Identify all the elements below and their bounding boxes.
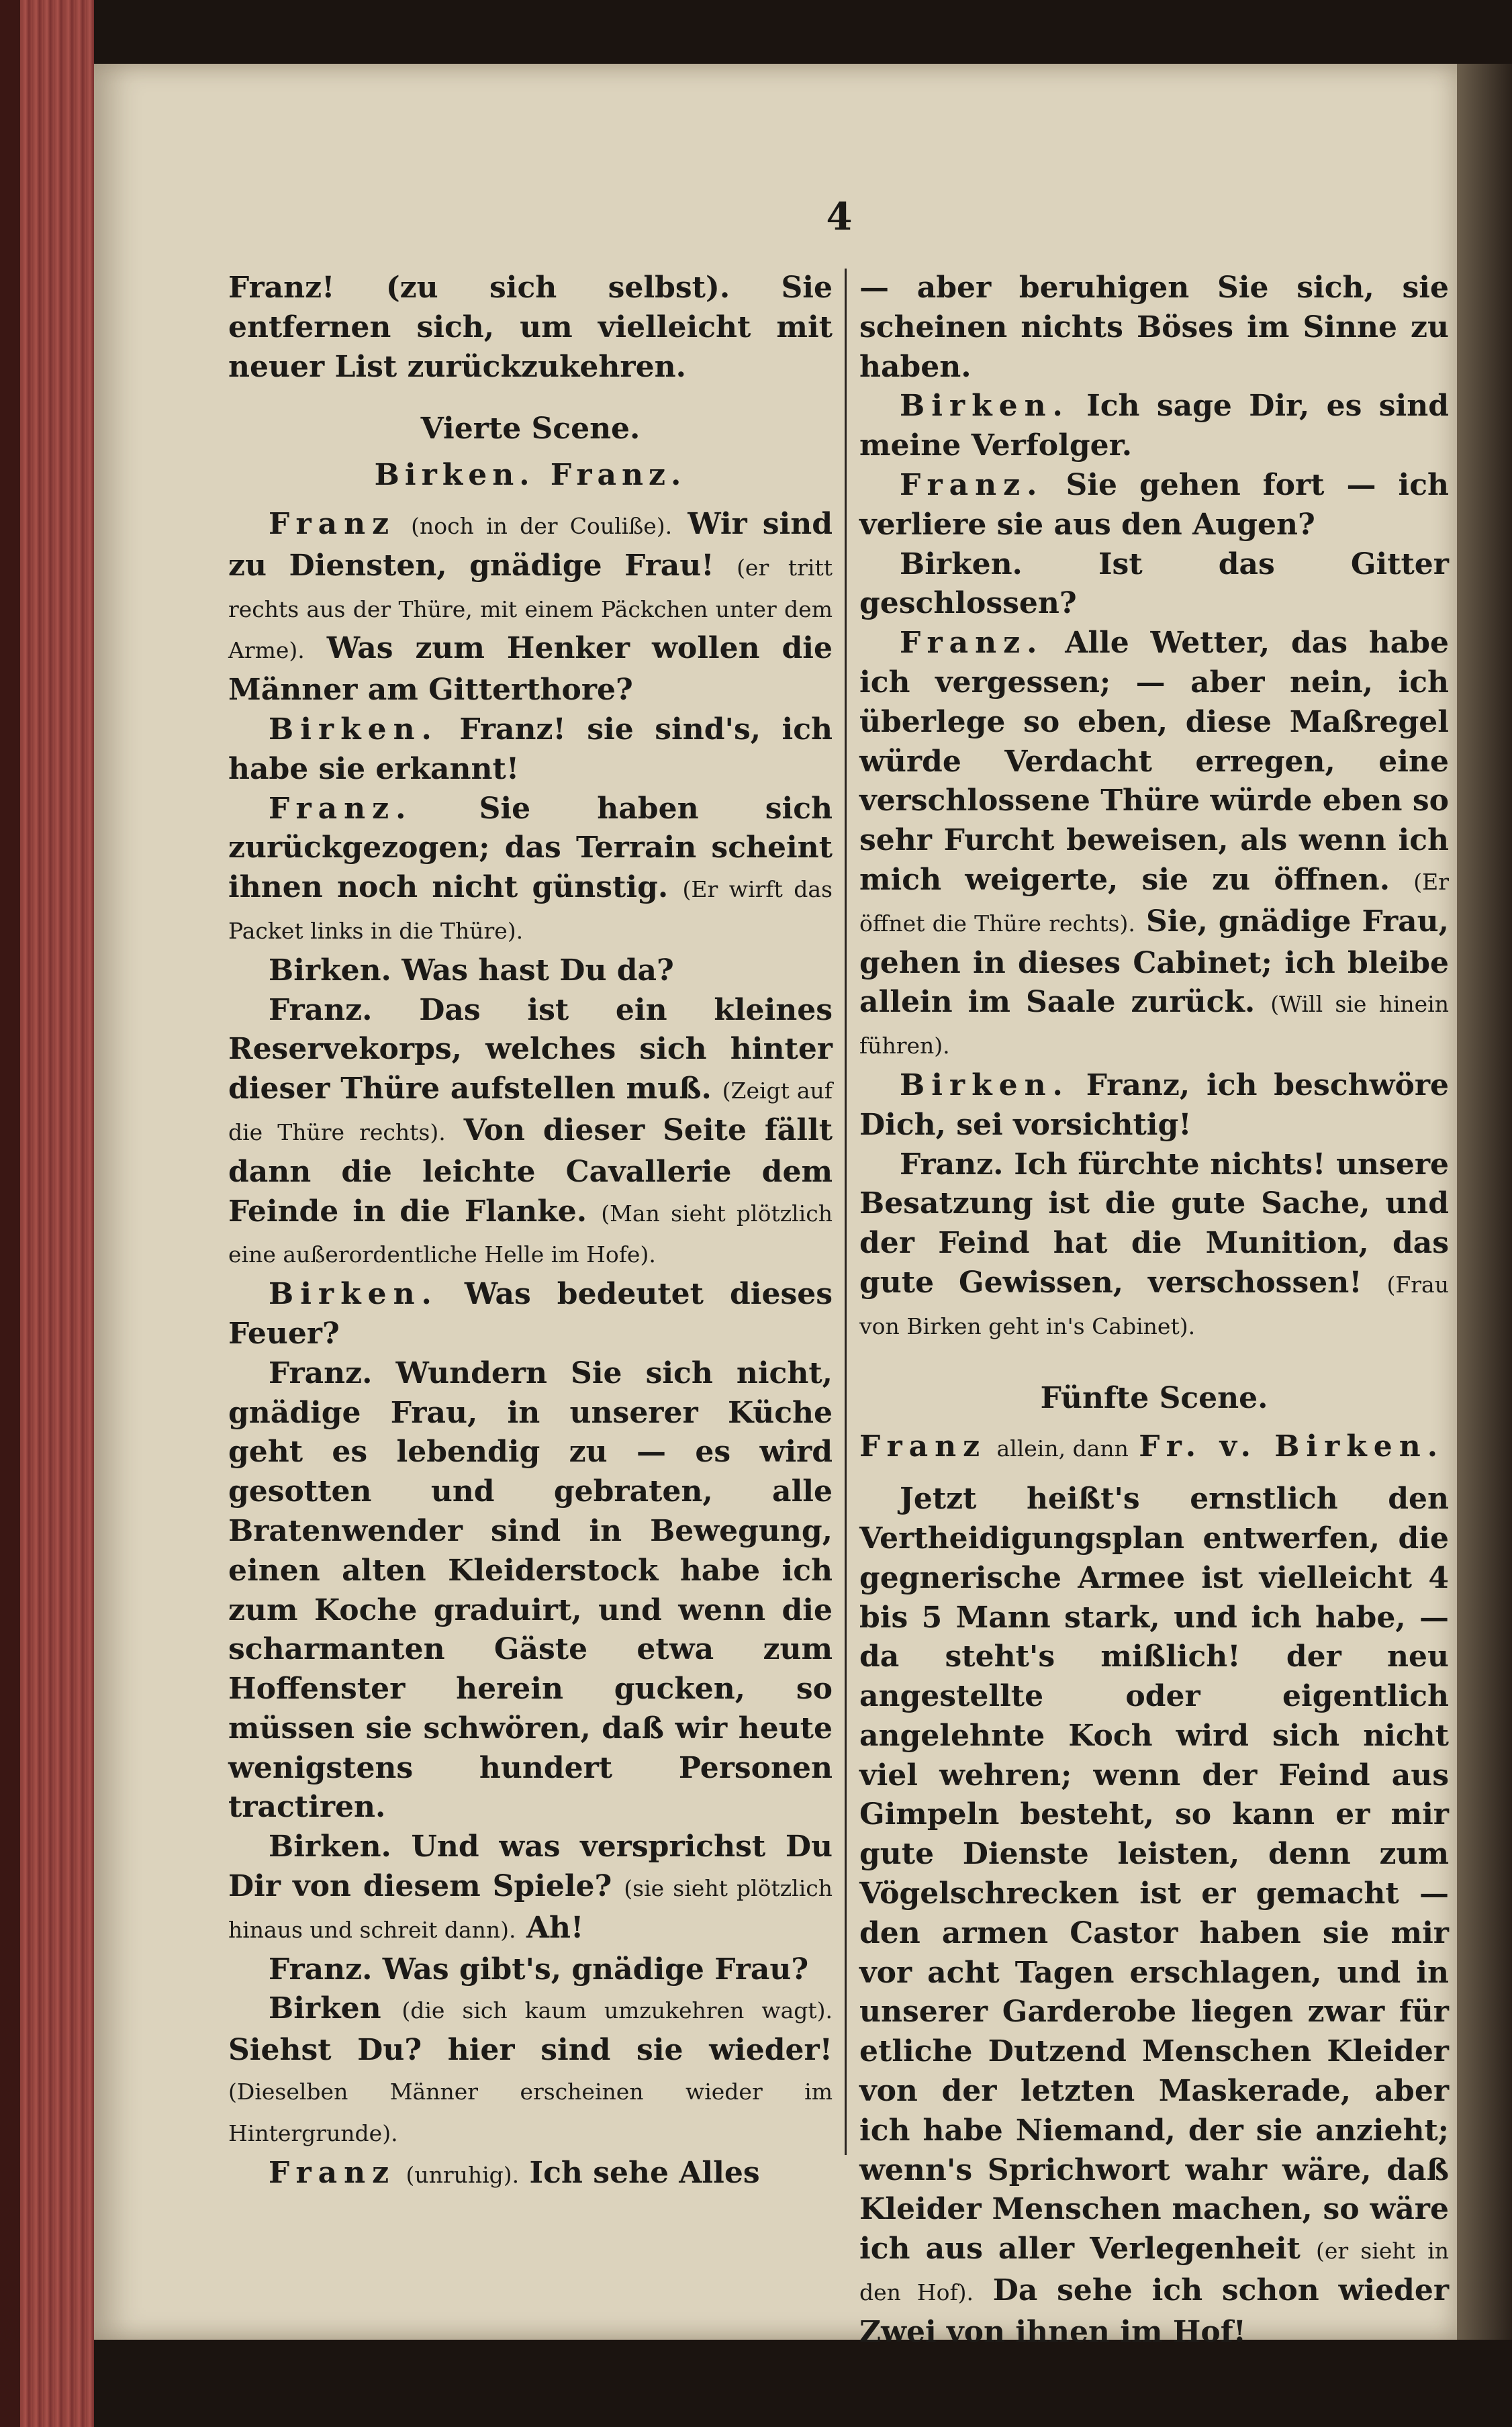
speaker: Franz [859, 1429, 987, 1464]
scene-persons: Birken. Franz. [374, 458, 687, 493]
stage-direction: (Er wirft das Packet links in die Thüre). [228, 876, 833, 944]
scene-heading: Vierte Scene. [420, 412, 641, 446]
speaker: Franz. [269, 1952, 373, 1987]
dialogue-paragraph [859, 466, 1449, 545]
dialogue-text: Siehst Du? hier sind sie wieder! [228, 2033, 833, 2068]
dialogue-text: Was bedeutet dieses Feuer? [228, 1277, 833, 1351]
dialogue-paragraph [859, 1480, 1449, 2352]
dialogue-text: Ist das Gitter geschlossen? [859, 546, 1449, 621]
stage-direction: (er sieht in den Hof). [859, 2238, 1450, 2306]
stage-direction: allein, dann [996, 1435, 1129, 1462]
stage-direction: (sie sieht plötzlich hinaus und schreit dann). [228, 1875, 833, 1943]
speaker: Birken. [269, 712, 438, 747]
stage-direction: (unruhig). [406, 2161, 520, 2188]
page-number: 4 [826, 195, 853, 239]
speaker: Birken. [900, 1067, 1070, 1102]
dialogue-paragraph [859, 545, 1449, 624]
paragraph: Franz! (zu sich selbst). Sie entfernen sich, um vielleicht mit neuer List zurückzukehren. [228, 271, 833, 384]
dialogue-text: Von dieser Seite fällt dann die leichte Cavallerie dem Feinde in die Flanke. [228, 1112, 833, 1229]
page-shadow [1457, 64, 1512, 2340]
dialogue-paragraph [228, 1950, 833, 1990]
dialogue-paragraph [228, 2154, 833, 2195]
dialogue-text: Was hast Du da? [401, 953, 674, 988]
speaker: Franz. [900, 467, 1044, 502]
dialogue-text: Was gibt's, gnädige Frau? [382, 1952, 809, 1987]
dialogue-text: Das ist ein kleines Reservekorps, welches sich hinter dieser Thüre aufstellen muß. [228, 992, 833, 1106]
speaker: Franz [269, 2155, 396, 2190]
scene-heading: Fünfte Scene. [1040, 1380, 1268, 1415]
dialogue-text: Ah! [526, 1910, 584, 1945]
speaker: Franz. [900, 1147, 1004, 1182]
book-cover-edge [0, 0, 20, 2427]
dialogue-text: Alle Wetter, das habe ich vergessen; — aber nein, ich überlege so eben, diese Maßregel würde Verdacht erregen, eine verschlossene Thüre würde eben so sehr Furcht beweisen, als wenn ich mich weigerte, sie zu öffnen. [859, 626, 1449, 897]
stage-direction: (Er öffnet die Thüre rechts). [859, 868, 1449, 937]
stage-direction: (Zeigt auf die Thüre rechts). [228, 1078, 833, 1145]
speaker: Birken. [269, 953, 391, 988]
speaker: Birken. [269, 1829, 391, 1864]
dialogue-paragraph [859, 624, 1449, 1066]
dialogue-text: Sie gehen fort — ich verliere sie aus den Augen? [859, 467, 1449, 542]
stage-direction: (Will sie hinein führen). [859, 991, 1449, 1059]
stage-direction: (Dieselben Männer erscheinen wieder im Hintergrunde). [228, 2079, 833, 2146]
speaker: Birken. [269, 1277, 438, 1312]
paragraph: — aber beruhigen Sie sich, sie scheinen nichts Böses im Sinne zu haben. [859, 271, 1449, 384]
dialogue-paragraph [228, 1989, 833, 2153]
dialogue-paragraph [228, 790, 833, 951]
dialogue-text: Wundern Sie sich nicht, gnädige Frau, in unserer Küche geht es lebendig zu — es wird gesotten und gebraten, alle Bratenwender sind in Bewegung, einen alten Kleiderstock habe ich zum Koche graduirt, und wenn die scharmanten Gäste etwa zum Hoffenster herein gucken, so müssen sie schwören, daß wir heute wenigstens hundert Personen tractiren. [228, 1355, 833, 1825]
speaker: Birken [269, 1991, 381, 2026]
dialogue-text: Was zum Henker wollen die Männer am Gitterthore? [228, 631, 833, 708]
dialogue-text: Sie haben sich zurückgezogen; das Terrain scheint ihnen noch nicht günstig. [228, 791, 833, 905]
right-column [859, 269, 1449, 2352]
dialogue-paragraph [859, 1145, 1449, 1347]
speaker: Franz. [269, 992, 373, 1027]
dialogue-paragraph [859, 1066, 1449, 1145]
dialogue-paragraph [228, 1827, 833, 1950]
dialogue-paragraph [228, 505, 833, 710]
dialogue-paragraph [859, 387, 1449, 466]
dialogue-text: Wir sind zu Diensten, gnädige Frau! [228, 506, 833, 583]
stage-direction: (er tritt rechts aus der Thüre, mit einem Päckchen unter dem Arme). [228, 554, 833, 664]
dialogue-text: Franz, ich beschwöre Dich, sei vorsichtig! [859, 1067, 1449, 1142]
scene-persons [859, 1427, 1449, 1469]
dialogue-text: Und was versprichst Du Dir von diesem Spiele? [228, 1829, 833, 1904]
left-column [228, 269, 833, 2195]
dialogue-text: Ich fürchte nichts! unsere Besatzung ist die gute Sache, und der Feind hat die Munition, das gute Gewissen, verschossen! [859, 1147, 1449, 1300]
dialogue-text: Da sehe ich schon wieder Zwei von ihnen im Hof! [859, 2273, 1449, 2349]
dialogue-paragraph [228, 991, 833, 1276]
stage-direction: (noch in der Couliße). [411, 512, 673, 539]
dialogue-text: Jetzt heißt's ernstlich den Vertheidigungsplan entwerfen, die gegnerische Armee ist vielleicht 4 bis 5 Mann stark, und ich habe, — da steht's mißlich! der neu angestellte oder eigentlich angelehnte Koch wird sich nicht viel wehren; wenn der Feind aus Gimpeln besteht, so kann er mir gute Dienste leisten, denn zum Vögelschrecken ist er gemacht — den armen Castor haben sie mir vor acht Tagen erschlagen, und in unserer Garderobe liegen zwar für etliche Dutzend Menschen Kleider von der letzten Maskerade, aber ich habe Niemand, der sie anzieht; wenn's Sprichwort wahr wäre, daß Kleider Menschen machen, so wäre ich aus aller Verlegenheit [859, 1482, 1449, 2267]
speaker: Birken. [900, 389, 1070, 424]
speaker: Franz. [900, 626, 1044, 661]
dialogue-paragraph [228, 951, 833, 991]
speaker: Birken. [900, 546, 1023, 581]
dialogue-paragraph [228, 1354, 833, 1828]
dialogue-text: Franz! sie sind's, ich habe sie erkannt! [228, 712, 833, 786]
stage-direction: (die sich kaum umzukehren wagt). [401, 1997, 833, 2024]
column-divider [845, 269, 847, 2155]
speaker: Franz. [269, 1355, 373, 1390]
dialogue-text: Sie, gnädige Frau, gehen in dieses Cabinet; ich bleibe allein im Saale zurück. [859, 904, 1449, 1020]
stage-direction: (Frau von Birken geht in's Cabinet). [859, 1271, 1449, 1339]
speaker: Franz [269, 506, 396, 541]
dialogue-paragraph [228, 1275, 833, 1354]
dialogue-text: Ich sehe Alles [529, 2155, 760, 2190]
dialogue-text: Ich sage Dir, es sind meine Verfolger. [859, 389, 1449, 463]
stage-direction: (Man sieht plötzlich eine außerordentliche Helle im Hofe). [228, 1200, 833, 1268]
dialogue-paragraph [228, 710, 833, 790]
speaker: Franz. [269, 791, 413, 826]
speaker: Fr. v. Birken. [1139, 1429, 1445, 1464]
